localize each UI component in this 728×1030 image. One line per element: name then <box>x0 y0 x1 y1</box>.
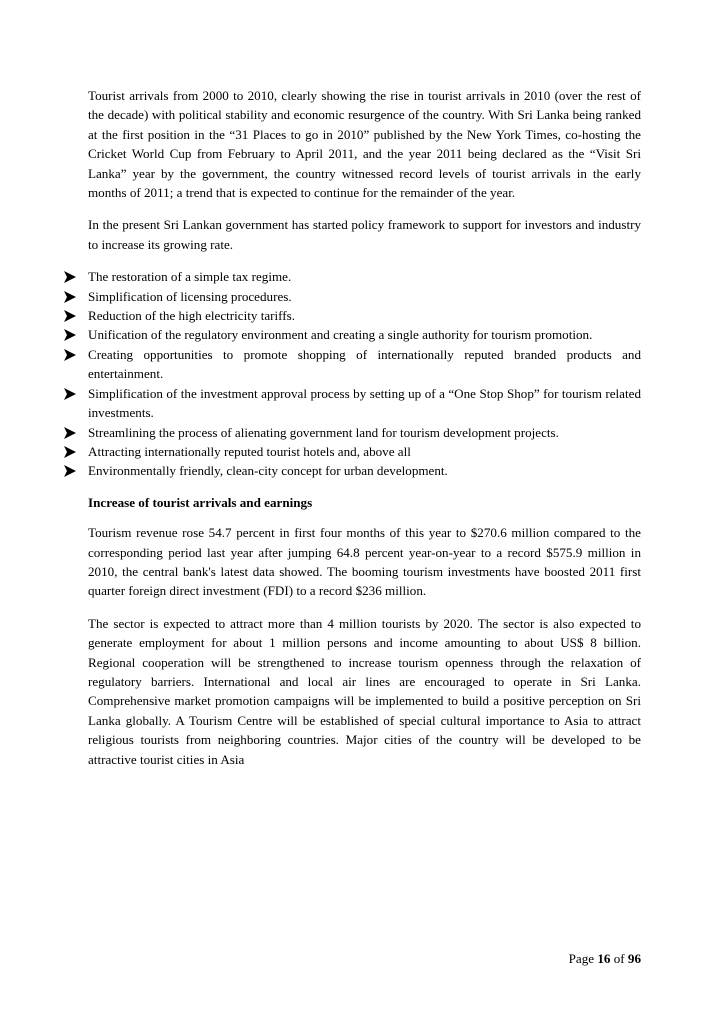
list-item <box>88 287 641 306</box>
list-item <box>88 384 641 423</box>
arrow-bullet-icon <box>64 271 76 283</box>
arrow-bullet-icon <box>64 465 76 477</box>
page-word: Page <box>568 951 595 966</box>
arrow-bullet-icon <box>64 427 76 439</box>
list-item <box>88 267 641 286</box>
arrow-bullet-icon <box>64 349 76 361</box>
current-page-number: 16 <box>597 951 611 966</box>
list-item <box>88 325 641 344</box>
arrow-bullet-icon <box>64 329 76 341</box>
arrow-bullet-icon <box>64 388 76 400</box>
list-item <box>88 461 641 480</box>
list-item <box>88 423 641 442</box>
paragraph-policy-framework: In the present Sri Lankan government has started policy framework to support for investors and industry to increase its growing rate. <box>88 217 641 252</box>
total-pages-number: 96 <box>627 951 641 966</box>
bullet-text: Reduction of the high electricity tariffs. <box>88 308 296 324</box>
paragraph-tourist-arrivals: Tourist arrivals from 2000 to 2010, clearly showing the rise in tourist arrivals in 2010 (over the rest of the decade) with political stability and economic resurgence of the country. With Sri Lanka being ranked at the first position in the “31 Places to go in 2010” published by the New York Times, co-hosting the Cricket World Cup from February to April 2011, and the year 2011 being declared as the “Visit Sri Lanka” year by the government, the country witnessed record levels of tourist arrivals in the early months of 2011; a trend that is expected to continue for the remainder of the year. <box>88 88 641 201</box>
arrow-bullet-icon <box>64 291 76 303</box>
bullet-text: Unification of the regulatory environment and creating a single authority for tourism promotion. <box>88 327 593 343</box>
arrow-bullet-icon <box>64 310 76 322</box>
bullet-text: Simplification of licensing procedures. <box>88 288 292 304</box>
bullet-text: The restoration of a simple tax regime. <box>88 269 292 285</box>
list-item <box>88 306 641 325</box>
bullet-text: Simplification of the investment approval process by setting up of a “One Stop Shop” for tourism related investments. <box>88 385 641 421</box>
page-number-footer <box>569 951 641 967</box>
bullet-text: Attracting internationally reputed tourist hotels and, above all <box>88 443 411 459</box>
paragraph-sector-outlook: The sector is expected to attract more than 4 million tourists by 2020. The sector is also expected to generate employment for about 1 million persons and income amounting to about US$ 8 billion. Regional cooperation will be strengthened to increase tourism openness through the relaxation of regulatory barriers. International and local air lines are encouraged to operate in Sri Lanka. Comprehensive market promotion campaigns will be implemented to build a positive perception on Sri Lanka globally. A Tourism Centre will be established of special cultural importance to Asia to attract religious tourists from neighboring countries. Major cities of the country will be developed to be attractive tourist cities in Asia <box>88 615 641 767</box>
bullet-text: Streamlining the process of alienating government land for tourism development projects. <box>88 424 559 440</box>
paragraph-tourism-revenue: Tourism revenue rose 54.7 percent in first four months of this year to $270.6 million compared to the corresponding period last year after jumping 64.8 percent year-on-year to a record $575.9 million in 2010, the central bank's latest data showed. The booming tourism investments have boosted 2011 first quarter foreign direct investment (FDI) to a record $236 million. <box>88 525 641 599</box>
arrow-bullet-icon <box>64 446 76 458</box>
of-word: of <box>613 951 625 966</box>
policy-bullet-list <box>88 267 641 480</box>
bullet-text: Environmentally friendly, clean-city concept for urban development. <box>88 463 448 479</box>
section-heading: Increase of tourist arrivals and earnings <box>88 494 313 510</box>
bullet-text: Creating opportunities to promote shopping of internationally reputed branded products and entertainment. <box>88 346 641 382</box>
list-item <box>88 345 641 384</box>
list-item <box>88 442 641 461</box>
page-content <box>88 86 641 782</box>
